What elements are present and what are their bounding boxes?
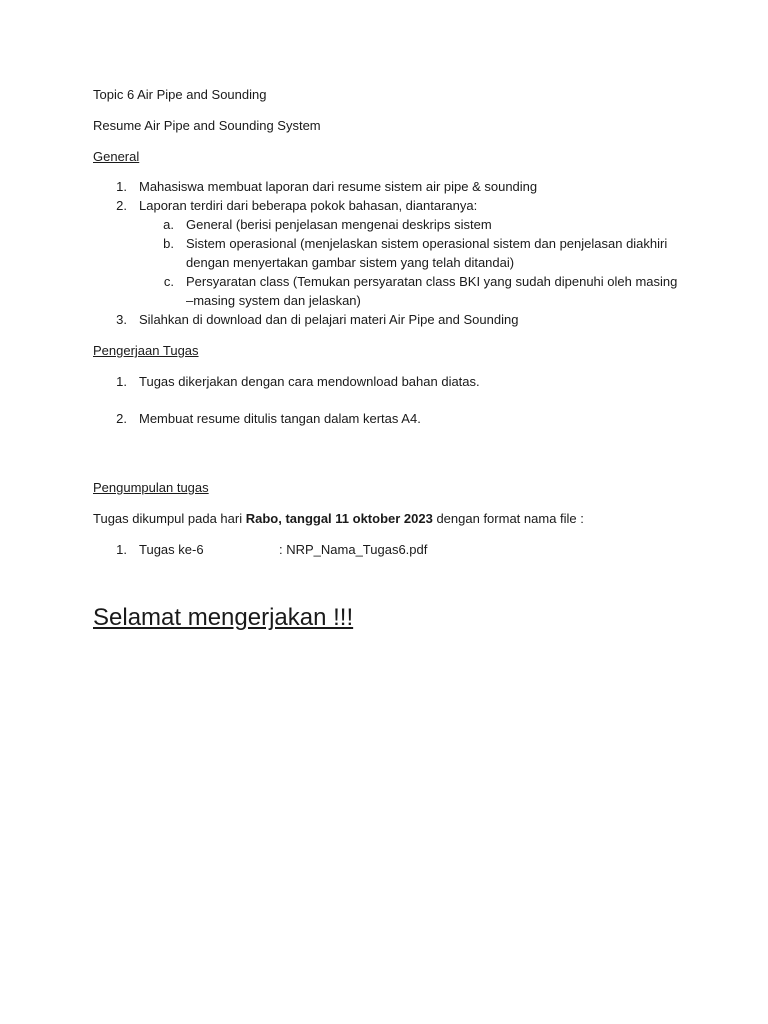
- intro-text: Tugas dikumpul pada hari: [93, 511, 246, 526]
- submission-label: Tugas ke-6: [139, 542, 204, 557]
- list-item-number: 1.: [116, 542, 127, 557]
- list-item-text: Tugas dikerjakan dengan cara mendownload bahan diatas.: [139, 374, 480, 389]
- pengumpulan-heading: Pengumpulan tugas: [93, 480, 209, 495]
- sublist-item-letter: a.: [163, 217, 174, 232]
- list-item-number: 2.: [116, 411, 127, 426]
- list-item-number: 3.: [116, 312, 127, 327]
- doc-subtitle: Resume Air Pipe and Sounding System: [93, 118, 321, 133]
- list-item-number: 1.: [116, 374, 127, 389]
- sublist-item-text: Sistem operasional (menjelaskan sistem operasional sistem dan penjelasan diakhiri: [186, 236, 668, 251]
- list-item-text: Membuat resume ditulis tangan dalam kertas A4.: [139, 411, 421, 426]
- closing-message: Selamat mengerjakan !!!: [93, 604, 354, 631]
- intro-text-end: dengan format nama file :: [432, 511, 584, 526]
- sublist-item-text-cont: dengan menyertakan gambar sistem yang telah ditandai): [186, 255, 515, 270]
- sublist-item-letter: c.: [163, 274, 174, 289]
- list-item-text: Silahkan di download dan di pelajari materi Air Pipe and Sounding: [139, 312, 519, 327]
- pengumpulan-intro: [93, 510, 584, 528]
- general-heading: General: [93, 149, 140, 164]
- doc-title: Topic 6 Air Pipe and Sounding: [93, 87, 267, 102]
- list-item-number: 1.: [116, 179, 127, 194]
- pengerjaan-heading: Pengerjaan Tugas: [93, 343, 199, 358]
- sublist-item-text: Persyaratan class (Temukan persyaratan class BKI yang sudah dipenuhi oleh masing: [186, 274, 678, 289]
- list-item-number: 2.: [116, 198, 127, 213]
- list-item-text: Mahasiswa membuat laporan dari resume sistem air pipe & sounding: [139, 179, 538, 194]
- list-item-text: Laporan terdiri dari beberapa pokok bahasan, diantaranya:: [139, 198, 478, 213]
- sublist-item-text: General (berisi penjelasan mengenai deskrips sistem: [186, 217, 492, 232]
- sublist-item-letter: b.: [163, 236, 174, 251]
- submission-filename: : NRP_Nama_Tugas6.pdf: [279, 542, 428, 557]
- sublist-item-text-cont: –masing system dan jelaskan): [186, 293, 361, 308]
- deadline-text: Rabo, tanggal 11 oktober 2023: [245, 511, 433, 526]
